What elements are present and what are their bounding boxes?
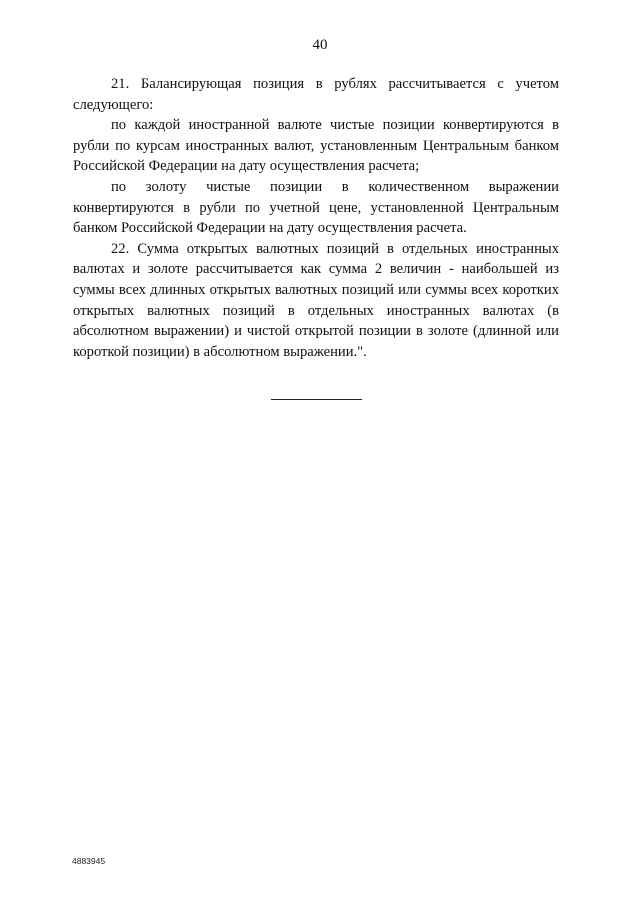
end-divider-line — [271, 399, 362, 400]
paragraph-foreign-currency-conversion: по каждой иностранной валюте чистые позиции конвертируются в рубли по курсам иностранных валют, установленным Центральным банком Российской Федерации на дату осуществления расчета; — [73, 117, 559, 175]
document-id: 4883945 — [72, 856, 106, 866]
paragraph-22-open-positions-sum: 22. Сумма открытых валютных позиций в отдельных иностранных валютах и золоте рассчитывается как сумма 2 величин - наибольшей из суммы всех длинных открытых валютных позиций или суммы всех коротких открытых валютных позиций в отдельных иностранных валютах (в абсолютном выражении) и чистой открытой позиции в золоте (длинной или короткой позиции) в абсолютном выражении.". — [73, 240, 559, 360]
page-number: 40 — [312, 37, 328, 53]
paragraph-gold-conversion: по золоту чистые позиции в количественном выражении конвертируются в рубли по учетной цене, установленной Центральным банком Российской Федерации на дату осуществления расчета. — [73, 178, 559, 237]
document-body — [73, 74, 559, 362]
paragraph-21-balancing-position: 21. Балансирующая позиция в рублях рассчитывается с учетом следующего: — [73, 76, 559, 113]
